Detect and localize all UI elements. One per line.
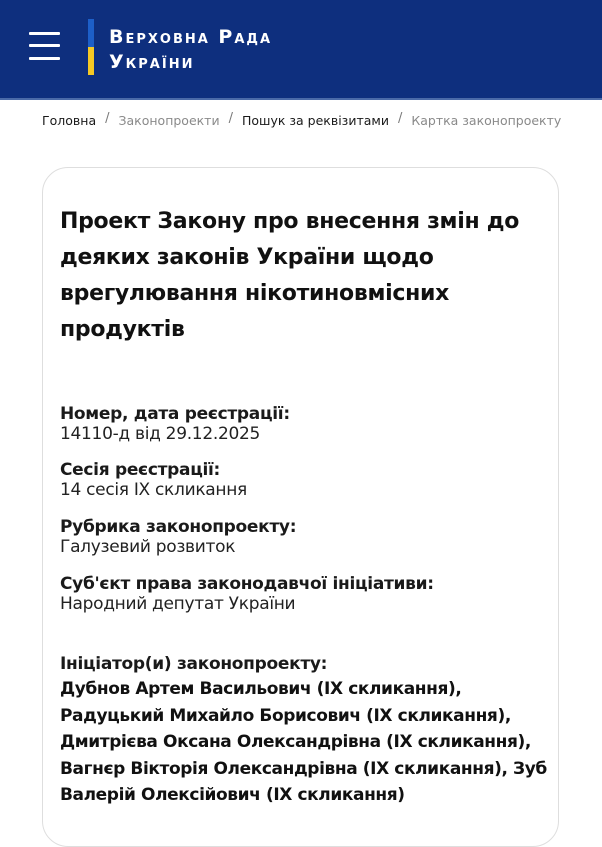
- initiators-field: [60, 652, 550, 809]
- menu-line: [29, 57, 60, 60]
- site-header: [0, 0, 602, 100]
- field-value: Галузевий розвиток: [60, 537, 236, 557]
- registration-number-field: [60, 404, 550, 444]
- field-label: Суб'єкт права законодавчої ініціативи:: [60, 574, 434, 594]
- bill-title: Проект Закону про внесення змін до деяких законів України щодо врегулювання нікотиновмісних продуктів: [60, 209, 520, 342]
- initiator-line[interactable]: Вагнєр Вікторія Олександрівна (IX скликання), Зуб: [60, 758, 547, 779]
- initiator-line[interactable]: Дубнов Артем Васильович (IX скликання),: [60, 679, 462, 699]
- registration-session-field: [60, 460, 550, 500]
- hamburger-menu-icon[interactable]: [29, 30, 60, 62]
- flag-yellow-stripe: [88, 47, 94, 75]
- bill-card: [42, 167, 559, 847]
- site-logo-link[interactable]: [109, 25, 272, 75]
- field-label: Рубрика законопроекту:: [60, 517, 297, 537]
- field-value: Народний депутат України: [60, 594, 296, 614]
- breadcrumb-bill-card: Картка законопроекту: [411, 113, 562, 128]
- initiator-line[interactable]: Валерій Олексійович (IX скликання): [60, 785, 405, 805]
- ukraine-flag-icon: [88, 19, 94, 75]
- field-label: Номер, дата реєстрації:: [60, 404, 290, 424]
- field-value: 14110-д від 29.12.2025: [60, 424, 261, 444]
- breadcrumb-home[interactable]: Головна: [42, 113, 97, 128]
- field-value: 14 сесія IX скликання: [60, 480, 247, 500]
- logo-line-2: України: [109, 51, 195, 73]
- breadcrumb-separator: /: [105, 111, 110, 126]
- initiators-list: [60, 676, 550, 809]
- breadcrumb-bills[interactable]: Законопроекти: [118, 113, 220, 128]
- field-label: Сесія реєстрації:: [60, 460, 221, 480]
- menu-line: [29, 32, 60, 35]
- flag-blue-stripe: [88, 19, 94, 47]
- breadcrumb-separator: /: [228, 111, 233, 126]
- logo-line-1: Верховна Рада: [109, 26, 273, 48]
- breadcrumb-separator: /: [397, 111, 403, 126]
- breadcrumb: [42, 112, 561, 131]
- initiative-subject-field: [60, 574, 550, 614]
- initiator-line[interactable]: Радуцький Михайло Борисович (IX скликання),: [60, 705, 511, 726]
- initiator-line[interactable]: Дмитрієва Оксана Олександрівна (IX скликання),: [60, 732, 531, 752]
- menu-line: [29, 44, 60, 47]
- field-label: Ініціатор(и) законопроекту:: [60, 654, 328, 674]
- bill-category-field: [60, 517, 550, 557]
- breadcrumb-search-by-details[interactable]: Пошук за реквізитами: [241, 113, 389, 128]
